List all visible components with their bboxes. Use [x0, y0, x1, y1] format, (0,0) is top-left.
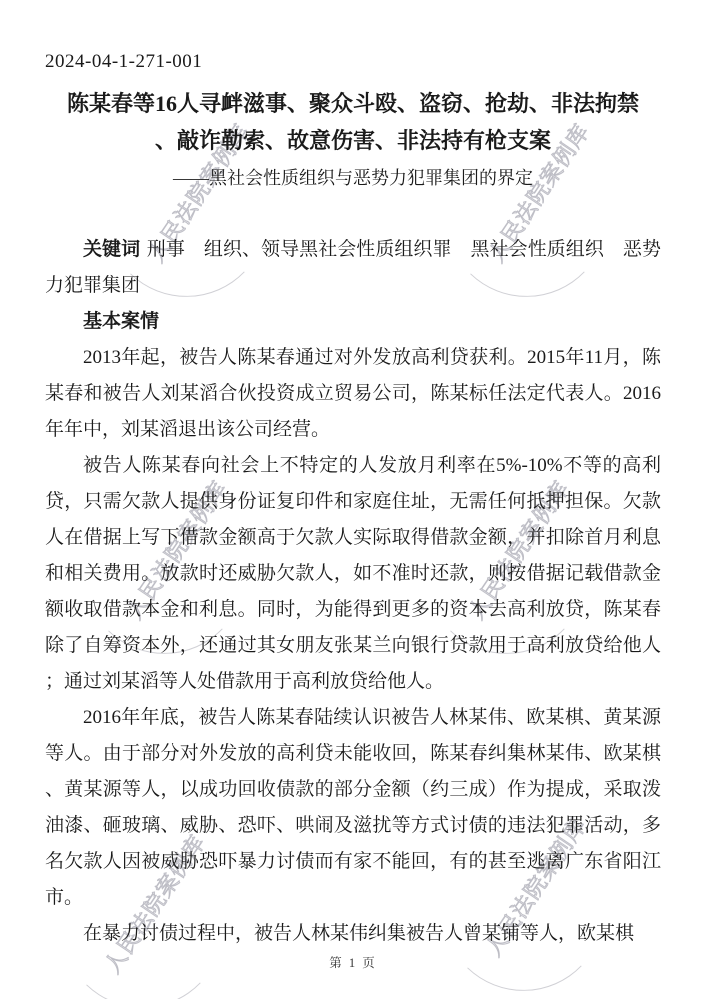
- keywords-label: 关键词: [83, 239, 141, 260]
- watermark-text: 人民法院案例库: [483, 119, 595, 267]
- watermark-text: 人民法院案例库: [143, 119, 255, 267]
- section-heading-basic-facts: 基本案情: [83, 311, 160, 332]
- case-title-line-1: 陈某春等16人寻衅滋事、聚众斗殴、盗窃、抢劫、非法拘禁: [66, 91, 639, 116]
- basic-facts-paragraph-2: 被告人陈某春向社会上不特定的人发放月利率在5%-10%不等的高利贷，只需欠款人提供身份证复印件和家庭住址，无需任何抵押担保。欠款人在借据上写下借款金额高于欠款人实际取得借款金额，并扣除首月利息和相关费用。放款时还威胁欠款人，如不准时还款，则按借据记载借款金额收取借款本金和利息。同时，为能得到更多的资本去高利放贷，陈某春除了自筹资本外，还通过其女朋友张某兰向银行贷款用于高利放贷给他人；通过刘某滔等人处借款用于高利放贷给他人。: [45, 455, 661, 692]
- basic-facts-paragraph-3: 2016年年底，被告人陈某春陆续认识被告人林某伟、欧某棋、黄某源等人。由于部分对外发放的高利贷未能收回，陈某春纠集林某伟、欧某棋、黄某源等人，以成功回收债款的部分金额（约三成）作为提成，采取泼油漆、砸玻璃、威胁、恐吓、哄闹及滋扰等方式讨债的违法犯罪活动，多名欠款人因被威胁恐吓暴力讨债而有家不能回，有的甚至逃离广东省阳江市。: [45, 707, 661, 908]
- watermark-text: 人民法院案例库: [463, 476, 575, 624]
- keywords-paragraph: [45, 232, 661, 304]
- watermark-text: 人民法院案例库: [121, 476, 233, 624]
- page-footer: 第 1 页: [329, 956, 377, 970]
- case-subtitle: ——黑社会性质组织与恶势力犯罪集团的界定: [173, 168, 533, 188]
- basic-facts-paragraph-4: 在暴力讨债过程中，被告人林某伟纠集被告人曾某铺等人，欧某棋: [83, 923, 635, 944]
- keywords-text: 刑事 组织、领导黑社会性质组织罪 黑社会性质组织 恶势力犯罪集团: [45, 239, 661, 296]
- case-title: [45, 85, 661, 159]
- document-content: [45, 0, 661, 952]
- case-title-line-2: 、敲诈勒索、故意伤害、非法持有枪支案: [154, 128, 551, 153]
- document-number: 2024-04-1-271-001: [45, 51, 203, 72]
- watermark-text: 人民法院案例库: [480, 813, 592, 961]
- basic-facts-paragraph-1: 2013年起，被告人陈某春通过对外发放高利贷获利。2015年11月，陈某春和被告人刘某滔合伙投资成立贸易公司，陈某标任法定代表人。2016年年中，刘某滔退出该公司经营。: [45, 347, 661, 440]
- watermark-text: 人民法院案例库: [99, 830, 211, 978]
